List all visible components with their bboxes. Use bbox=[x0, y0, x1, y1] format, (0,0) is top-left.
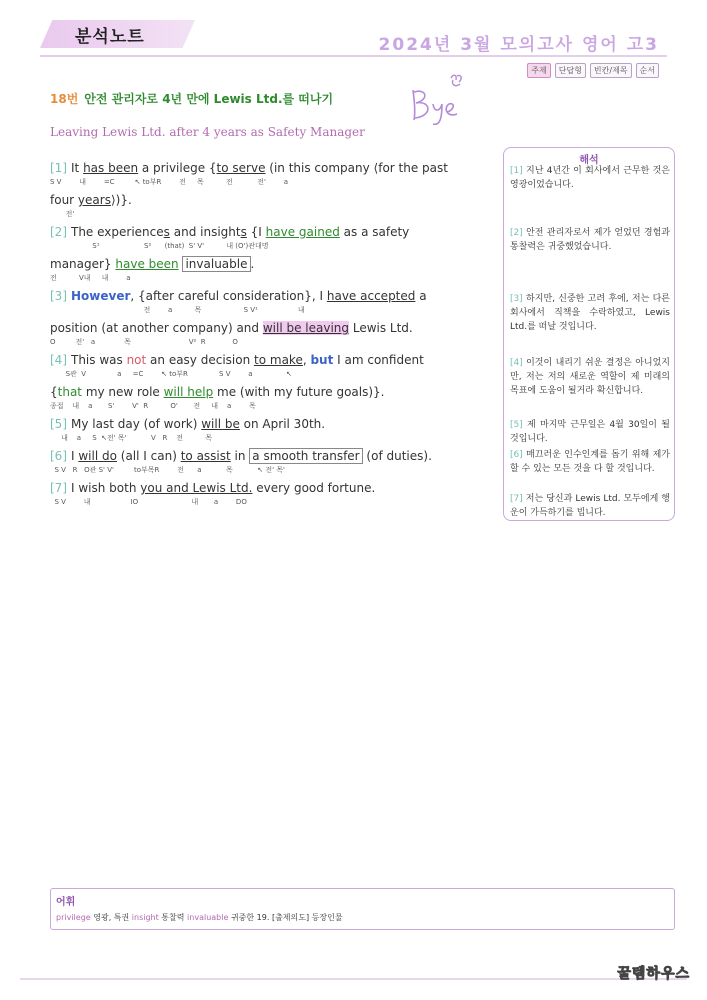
text: {I bbox=[246, 225, 266, 239]
sentence-number: [5] bbox=[50, 417, 67, 431]
bye-doodle-icon bbox=[407, 70, 467, 130]
text: (of duties). bbox=[362, 449, 432, 463]
text: an easy decision bbox=[146, 353, 255, 367]
translation-item bbox=[510, 492, 670, 520]
question-number: 18번 bbox=[50, 92, 79, 106]
annotated-passage bbox=[50, 160, 492, 512]
infinitive-underline: to serve bbox=[216, 161, 266, 175]
grammar-marks: O 전' a 목 V² R O bbox=[50, 338, 238, 346]
sentence-number: [6] bbox=[50, 449, 67, 463]
badge-order: 순서 bbox=[636, 63, 659, 78]
grammar-marks: 내 a S ↖전' 목' V R 전 목 bbox=[50, 434, 213, 442]
translation-number: [6] bbox=[510, 450, 523, 460]
verb-underline: have accepted bbox=[326, 289, 416, 303]
text: my new role bbox=[82, 385, 164, 399]
conjunction-green: that bbox=[57, 385, 83, 399]
sentence-number: [1] bbox=[50, 161, 67, 175]
translation-number: [2] bbox=[510, 228, 523, 238]
text: four bbox=[50, 193, 78, 207]
translation-panel bbox=[503, 147, 675, 521]
text: manager} bbox=[50, 257, 116, 271]
text: (in this company ⟨for the past bbox=[265, 161, 448, 175]
translation-item bbox=[510, 164, 670, 192]
text: I am confident bbox=[333, 353, 424, 367]
brand-logo: 꿀템하우스 bbox=[617, 966, 690, 982]
vocabulary-title: 어휘 bbox=[56, 897, 76, 908]
sentence-1 bbox=[50, 160, 492, 176]
grammar-marks: S V R O관 S' V' to부목R 전 a 목 ↖ 전' 목' bbox=[50, 466, 285, 474]
text-underline: years bbox=[77, 193, 111, 207]
sentence-3-cont bbox=[50, 320, 492, 336]
vocab-meaning: 귀중한 19. [출제의도] 등장인물 bbox=[228, 913, 343, 922]
text: The experience bbox=[71, 225, 164, 239]
text: Lewis Ltd. bbox=[349, 321, 413, 335]
translation-item bbox=[510, 292, 670, 334]
sentence-4 bbox=[50, 352, 492, 368]
text-underline: s bbox=[163, 225, 170, 239]
sentence-6 bbox=[50, 448, 492, 464]
text: as a safety bbox=[339, 225, 410, 239]
translation-text: 제 마지막 근무일은 4월 30일이 될 것입니다. bbox=[510, 420, 670, 444]
footer-divider bbox=[20, 978, 687, 980]
connector-blue: but bbox=[310, 353, 334, 367]
text-underline: s bbox=[240, 225, 247, 239]
text: I wish both bbox=[71, 481, 141, 495]
text: . bbox=[250, 257, 255, 271]
boxed-phrase: a smooth transfer bbox=[249, 448, 362, 464]
grammar-marks: 종접 내 a S' V' R O' 전 내 a 목 bbox=[50, 402, 256, 410]
translation-number: [5] bbox=[510, 420, 523, 430]
verb-green: have been bbox=[115, 257, 179, 271]
text: on April 30th. bbox=[239, 417, 326, 431]
text-underline: you and Lewis Ltd. bbox=[140, 481, 253, 495]
sentence-2-cont bbox=[50, 256, 492, 272]
vocab-word: invaluable bbox=[187, 913, 229, 922]
translation-number: [4] bbox=[510, 358, 523, 368]
translation-number: [7] bbox=[510, 494, 523, 504]
translation-item bbox=[510, 448, 670, 476]
question-title bbox=[50, 90, 333, 107]
translation-number: [3] bbox=[510, 294, 523, 304]
vocab-word: privilege bbox=[56, 913, 91, 922]
text: and insight bbox=[169, 225, 241, 239]
text: a privilege { bbox=[138, 161, 217, 175]
vocabulary-line bbox=[56, 912, 343, 923]
translation-number: [1] bbox=[510, 166, 523, 176]
sentence-5 bbox=[50, 416, 492, 432]
sentence-1-cont bbox=[50, 192, 492, 208]
header-tab: 분석노트 bbox=[75, 27, 145, 47]
sentence-number: [7] bbox=[50, 481, 67, 495]
sentence-4-cont bbox=[50, 384, 492, 400]
negation-red: not bbox=[126, 353, 147, 367]
badge-short-answer: 단답형 bbox=[555, 63, 586, 78]
translation-text: 하지만, 신중한 고려 후에, 저는 다른 회사에서 직책을 수락하였고, Lewis Ltd.를 떠날 것입니다. bbox=[510, 294, 670, 332]
text: This was bbox=[71, 353, 127, 367]
badge-topic: 주제 bbox=[527, 63, 550, 78]
verb-green: will help bbox=[163, 385, 214, 399]
text: My last day (of work) bbox=[71, 417, 202, 431]
text: , bbox=[302, 353, 311, 367]
text: in bbox=[230, 449, 250, 463]
infinitive-underline: to assist bbox=[180, 449, 231, 463]
translation-text: 안전 관리자로서 제가 얻었던 경험과 통찰력은 귀중했었습니다. bbox=[510, 228, 670, 252]
text: ⟩)}. bbox=[110, 193, 132, 207]
text: I bbox=[71, 449, 79, 463]
verb-green: have gained bbox=[265, 225, 340, 239]
verb-underline: has been bbox=[83, 161, 139, 175]
sentence-number: [4] bbox=[50, 353, 67, 367]
vocab-meaning: 통찰력 bbox=[158, 913, 188, 922]
translation-text: 저는 당신과 Lewis Ltd. 모두에게 행운이 가득하기를 빕니다. bbox=[510, 494, 670, 518]
text: (all I can) bbox=[116, 449, 181, 463]
sentence-7 bbox=[50, 480, 492, 496]
connector-blue: However bbox=[71, 289, 131, 303]
translation-text: 지난 4년간 이 회사에서 근무한 것은 영광이었습니다. bbox=[510, 166, 670, 190]
vocabulary-box bbox=[50, 888, 675, 930]
text: It bbox=[71, 161, 84, 175]
text: me (with my future goals)}. bbox=[213, 385, 385, 399]
boxed-word: invaluable bbox=[182, 256, 250, 272]
infinitive-underline: to make bbox=[254, 353, 303, 367]
grammar-marks: 전' bbox=[50, 210, 75, 218]
question-title-text: 안전 관리자로 4년 만에 Lewis Ltd.를 떠나기 bbox=[84, 92, 334, 106]
sentence-2 bbox=[50, 224, 492, 240]
english-subtitle: Leaving Lewis Ltd. after 4 years as Safety Manager bbox=[50, 125, 365, 139]
grammar-marks: 전 V내 내 a bbox=[50, 274, 131, 282]
translation-item bbox=[510, 418, 670, 446]
verb-underline: will be bbox=[201, 417, 240, 431]
vocab-word: insight bbox=[131, 913, 159, 922]
grammar-marks: S관 V a =C ↖ to부R S V a ↖ bbox=[50, 370, 292, 378]
grammar-marks: S V 내 =C ↖ to부R 전 목 전 전' a bbox=[50, 178, 289, 186]
highlighted-verb: will be leaving bbox=[262, 321, 350, 335]
grammar-marks: S V 내 IO 내 a DO bbox=[50, 498, 247, 506]
grammar-marks: 전 a 목 S V¹ 내 bbox=[50, 306, 305, 314]
grammar-marks: S¹ S² (that) S' V' 내 (O')관대명 bbox=[50, 242, 269, 250]
sentence-number: [2] bbox=[50, 225, 67, 239]
text: a bbox=[415, 289, 427, 303]
text: { bbox=[50, 385, 58, 399]
exam-title: 2024년 3월 모의고사 영어 고3 bbox=[378, 35, 659, 55]
badge-group bbox=[527, 63, 659, 78]
translation-title: 해석 bbox=[579, 155, 599, 166]
text: every good fortune. bbox=[252, 481, 376, 495]
vocab-meaning: 영광, 특권 bbox=[90, 913, 132, 922]
translation-item bbox=[510, 356, 670, 398]
translation-item bbox=[510, 226, 670, 254]
sentence-number: [3] bbox=[50, 289, 67, 303]
translation-text: 이것이 내리기 쉬운 결정은 아니었지만, 저는 저의 새로운 역할이 제 미래의 목표에 도움이 될거라 확신합니다. bbox=[510, 358, 670, 396]
verb-underline: will do bbox=[78, 449, 117, 463]
translation-text: 매끄러운 인수인계를 돕기 위해 제가 할 수 있는 모든 것을 다 할 것입니다. bbox=[510, 450, 670, 474]
sentence-3 bbox=[50, 288, 492, 304]
header-divider bbox=[40, 55, 667, 57]
text: , {after careful consideration}, I bbox=[130, 289, 327, 303]
badge-blank-title: 빈칸/제목 bbox=[590, 63, 632, 78]
text: position (at another company) and bbox=[50, 321, 263, 335]
